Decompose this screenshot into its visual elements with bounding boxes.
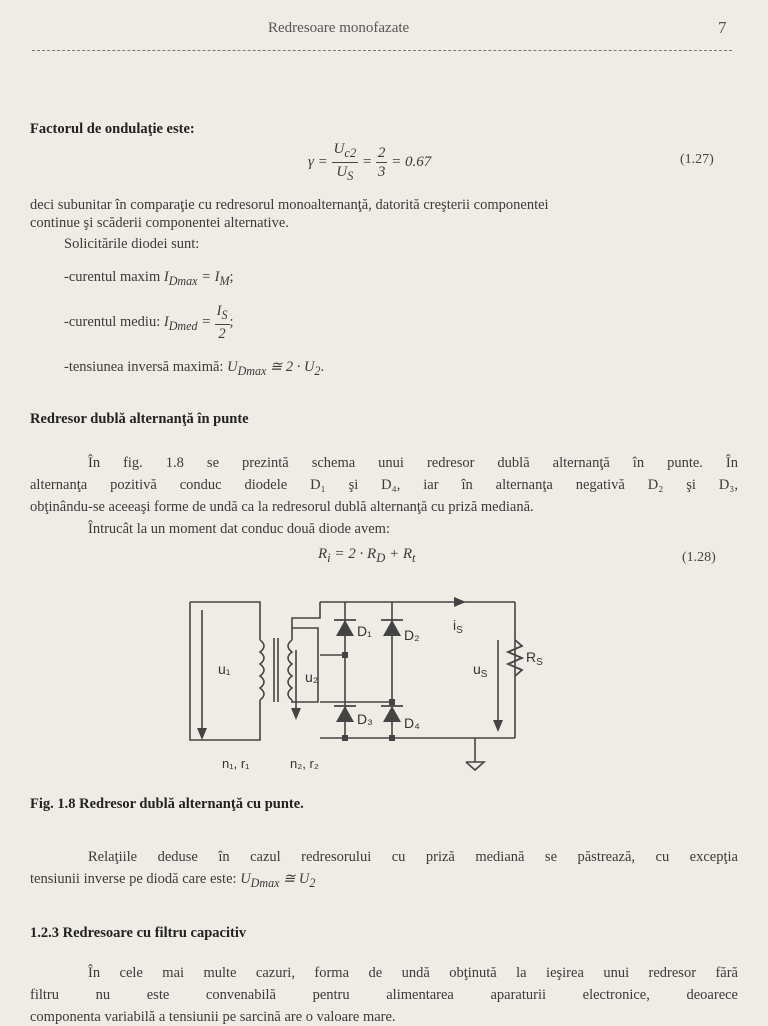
section-heading-bridge: Redresor dublă alternanţă în punte [30,411,249,427]
u1-arrowhead [197,728,207,740]
equation-1-28: $R_i = 2 \cdot R_D + R_t$ [318,546,416,565]
label-n2-r2: n₂, r₂ [290,756,319,771]
us-arrowhead [493,720,503,732]
equation-number-1-27: (1.27) [680,152,714,167]
diode-d2-icon [383,620,401,636]
running-header-title: Redresoare monofazate [268,20,410,36]
paragraph-line: Relaţiile deduse în cazul redresorului cu priză mediană se păstrează, cu excepţia [88,849,738,865]
figure-caption: Fig. 1.8 Redresor dublă alternanţă cu punte. [30,796,304,812]
label-u2: u₂ [305,669,319,685]
paragraph-line: continue şi scăderii componentei alternative. [30,215,289,231]
equation-1-27 [308,140,431,185]
diode-d4-icon [383,706,401,722]
equation-number-1-28: (1.28) [682,550,716,565]
eq-fraction-1: $\frac{U_{c2}}{U_S}$ [333,141,357,183]
list-item-current-med: -curentul mediu: $I_{Dmed}$ = $\frac{I_S}{2}$ ; [64,303,234,342]
paragraph-line: alternanţa pozitivă conduc diodele D₁ şi D₄, iar în alternanţa negativă D₂ şi D₃, [30,477,738,493]
junction-dot [389,735,395,741]
paragraph-line: În fig. 1.8 se prezintă schema unui redresor dublă alternanţă în punte. În [88,455,738,471]
label-u1: u₁ [218,661,231,677]
label-d4: D₄ [404,715,420,731]
diode-d1-icon [336,620,354,636]
junction-dot [342,652,348,658]
intro-line: Factorul de ondulaţie este: [30,121,195,137]
ground-icon [466,762,484,770]
label-rs: $R_S$ [526,649,543,668]
label-us: $u_S$ [473,661,488,680]
junction-dot [389,699,395,705]
label-d1: D₁ [357,623,372,639]
junction-dot [342,735,348,741]
primary-coil [260,640,264,700]
paragraph-line: componenta variabilă a tensiunii pe sarcină are o valoare mare. [30,1009,396,1025]
header-rule [32,50,732,51]
secondary-coil [288,640,292,700]
secondary-top [292,602,320,628]
label-d3: D₃ [357,711,373,727]
label-n1-r1: n₁, r₁ [222,756,250,771]
eq-equals: = [361,153,373,170]
paragraph-line: tensiunii inverse pe diodă care este: $U_{Dmax}$ ≅ $U_2$ [30,871,316,890]
paragraph-line: deci subunitar în comparaţie cu redresorul monoalternanţă, datorită creşterii componentei [30,197,549,213]
page-number: 7 [718,18,727,37]
list-item-current-max: -curentul maxim $I_{Dmax} = I_M$; [64,269,234,288]
list-item-reverse-voltage: -tensiunea inversă maximă: $U_{Dmax}$ ≅ $2 \cdot U_2$. [64,359,325,378]
paragraph-line: În cele mai multe cazuri, forma de undă obţinută la ieşirea unui redresor fără [88,965,738,981]
paragraph-line: Întrucât la un moment dat conduc două diode avem: [88,521,390,537]
paragraph-line: filtru nu este convenabilă pentru alimentarea aparaturii electronice, deoarece [30,987,738,1003]
label-d2: D₂ [404,627,420,643]
primary-top-wire [190,602,260,640]
label-is: $i_S$ [453,617,463,636]
is-arrowhead [454,597,466,607]
section-heading-filter: 1.2.3 Redresoare cu filtru capacitiv [30,925,247,941]
u2-arrowhead [291,708,301,720]
bridge-rectifier-schematic [170,590,590,790]
solicitari-heading: Solicitările diodei sunt: [64,236,200,252]
eq-result: = 0.67 [391,153,432,170]
eq-fraction-2: $\frac{2}{3}$ [377,145,386,180]
diode-d3-icon [336,706,354,722]
eq-lhs: γ = [308,153,328,170]
paragraph-line: obţinându-se aceeaşi forme de undă ca la redresorul dublă alternanţă cu priză mediană. [30,499,534,515]
